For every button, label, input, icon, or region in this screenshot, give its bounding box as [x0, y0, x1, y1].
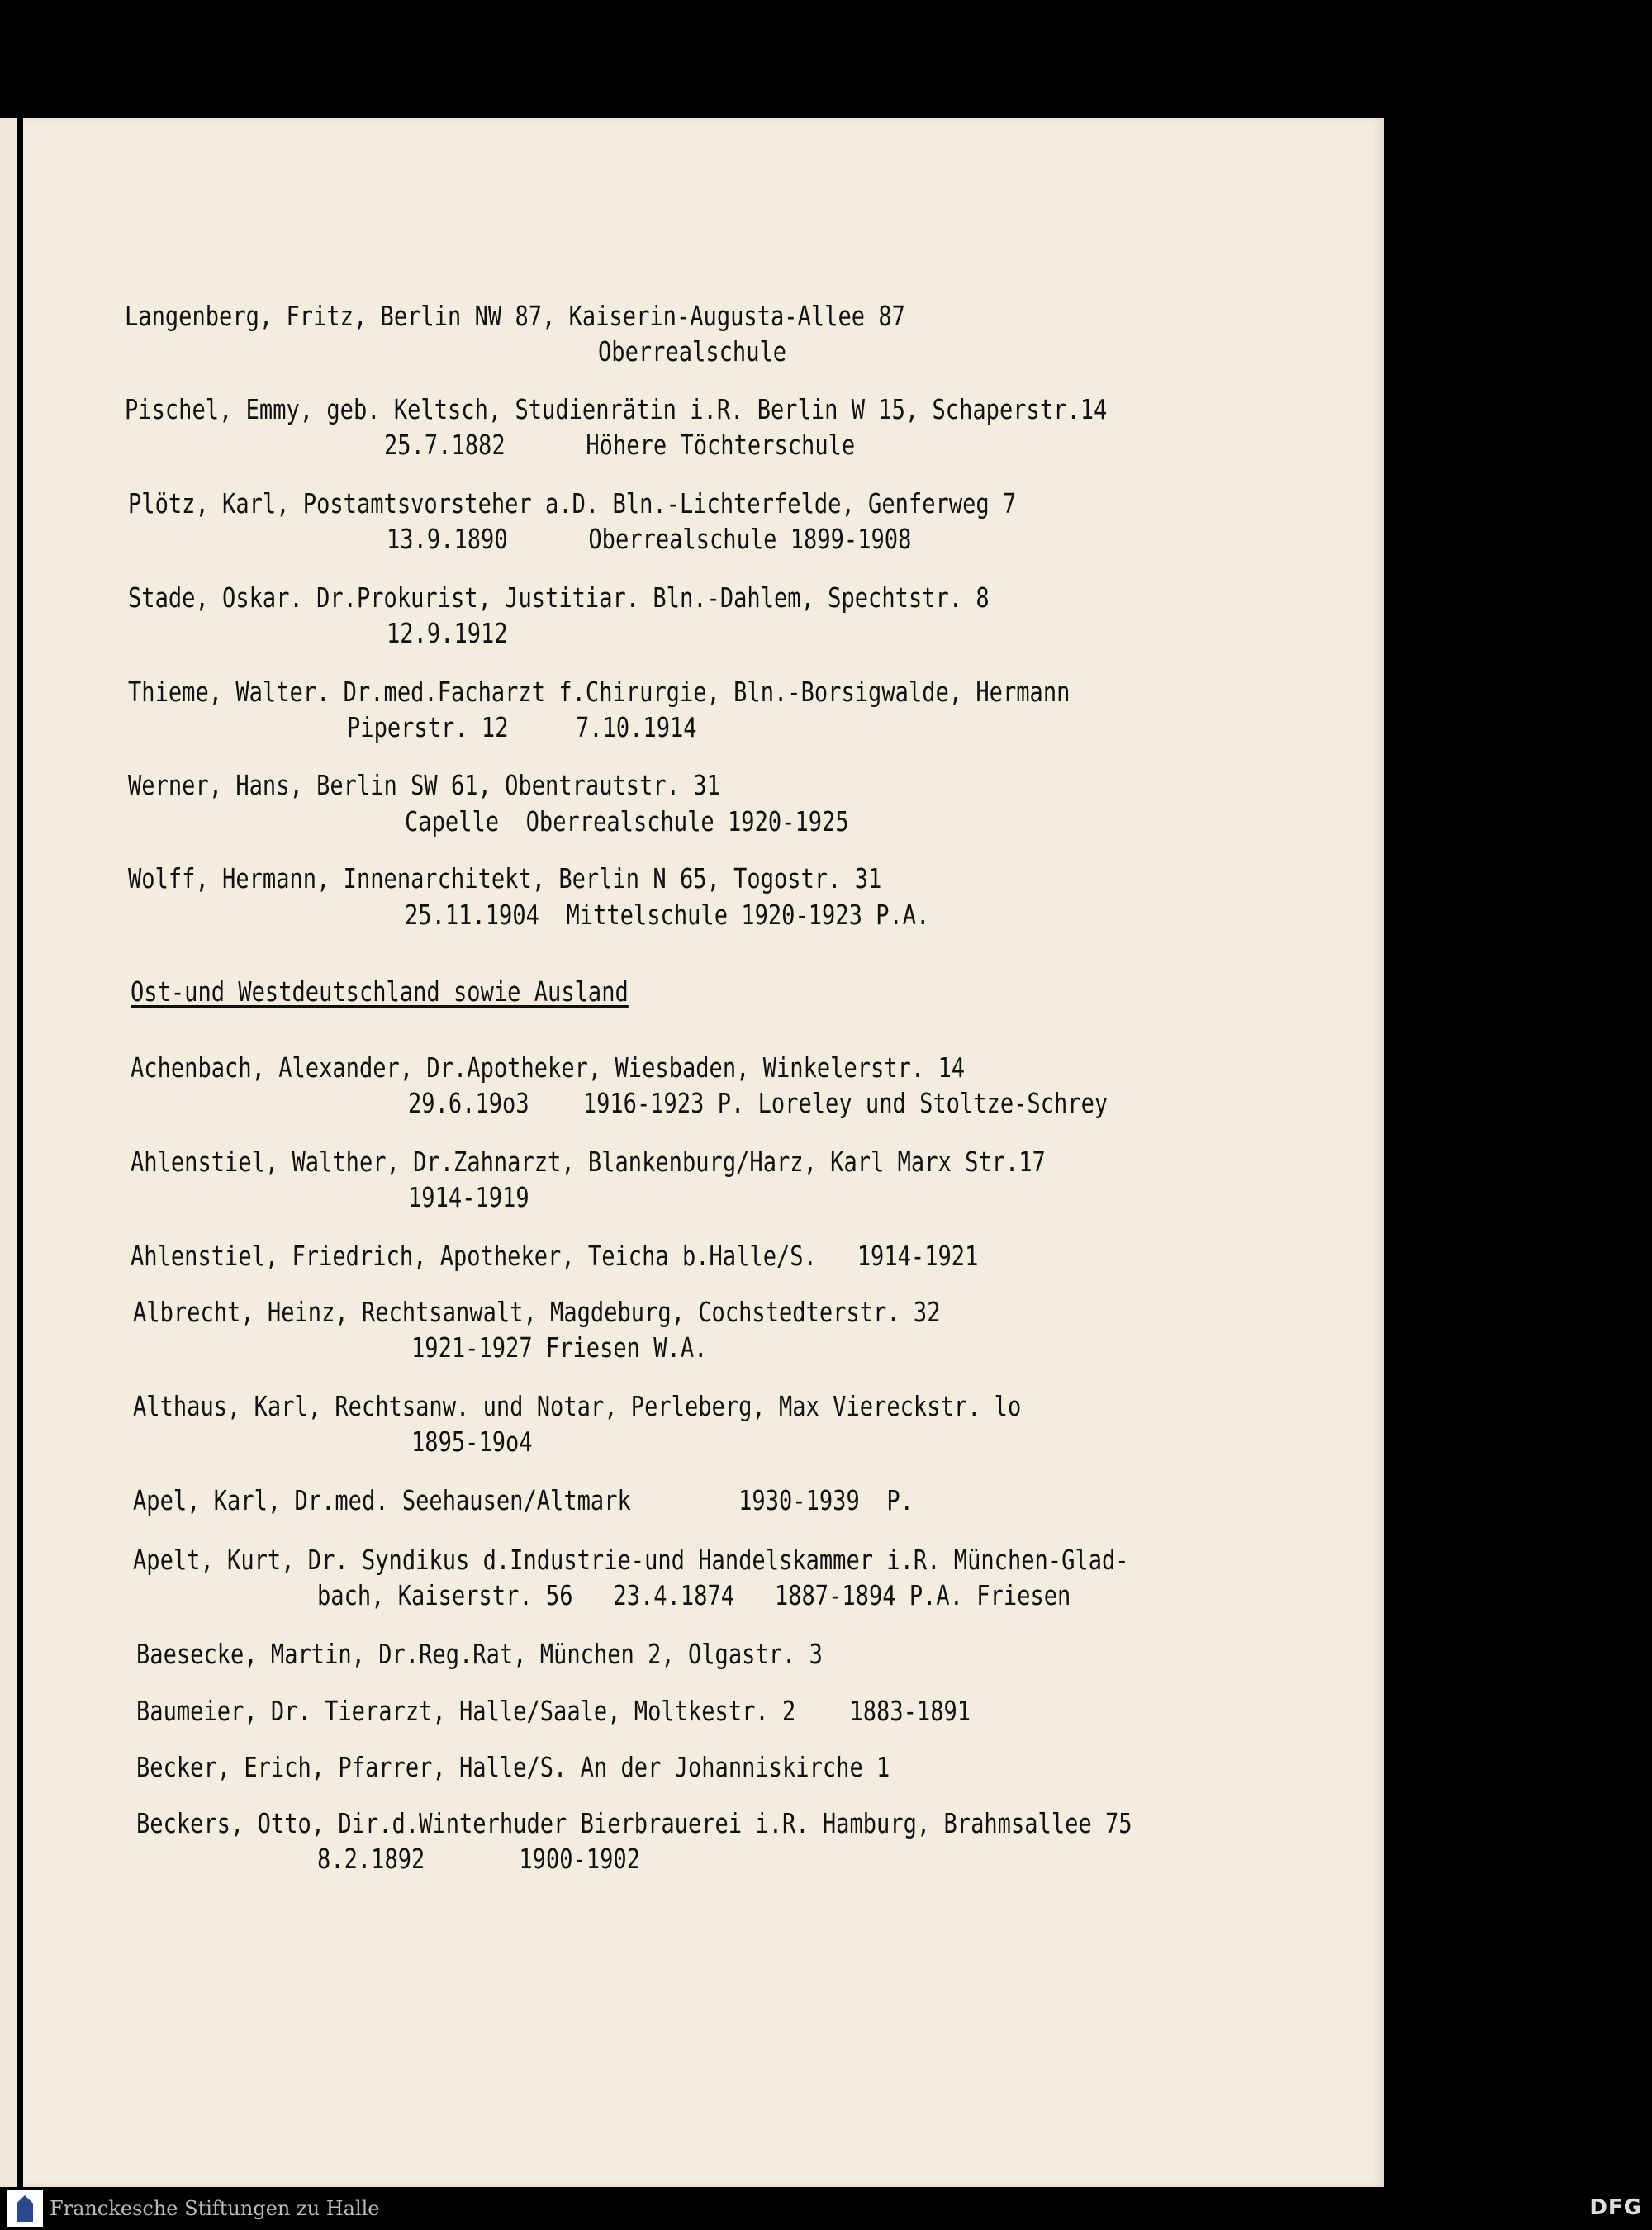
entry-name: Thieme, Walter. Dr.med.Facharzt f.Chirurgie, Bln.-Borsigwalde, Hermann	[128, 676, 1070, 708]
entry-name: Beckers, Otto, Dir.d.Winterhuder Bierbrauerei i.R. Hamburg, Brahmsallee 75	[136, 1807, 1132, 1839]
entry-name: Becker, Erich, Pfarrer, Halle/S. An der Johanniskirche 1	[136, 1751, 890, 1783]
entry-detail: 1914-1919	[408, 1181, 529, 1213]
entry-name: Baesecke, Martin, Dr.Reg.Rat, München 2, Olgastr. 3	[136, 1638, 823, 1670]
entry-name: Albrecht, Heinz, Rechtsanwalt, Magdeburg, Cochstedterstr. 32	[133, 1296, 941, 1328]
entry-detail: 13.9.1890 Oberrealschule 1899-1908	[387, 523, 912, 555]
entry-detail: 25.7.1882 Höhere Töchterschule	[384, 429, 856, 461]
entry-name: Althaus, Karl, Rechtsanw. und Notar, Perleberg, Max Viereckstr. lo	[133, 1390, 1022, 1422]
entry-name: Baumeier, Dr. Tierarzt, Halle/Saale, Moltkestr. 2 1883-1891	[136, 1695, 971, 1727]
entry-name: Werner, Hans, Berlin SW 61, Obentrautstr. 31	[128, 769, 720, 801]
entry-name: Ahlenstiel, Friedrich, Apotheker, Teicha b.Halle/S. 1914-1921	[131, 1240, 979, 1272]
entry-name: Stade, Oskar. Dr.Prokurist, Justitiar. Bln.-Dahlem, Spechtstr. 8	[128, 581, 990, 614]
entry-detail: 1921-1927 Friesen W.A.	[411, 1331, 708, 1364]
institution-logo	[7, 2190, 43, 2227]
entry-name: Wolff, Hermann, Innenarchitekt, Berlin N 65, Togostr. 31	[128, 862, 882, 894]
entry-name: Plötz, Karl, Postamtsvorsteher a.D. Bln.-Lichterfelde, Genferweg 7	[128, 487, 1017, 520]
entry-detail: 1895-19o4	[411, 1426, 533, 1458]
document-page	[23, 118, 1384, 2187]
entry-detail: bach, Kaiserstr. 56 23.4.1874 1887-1894 P.A. Friesen	[317, 1579, 1071, 1611]
entry-name: Langenberg, Fritz, Berlin NW 87, Kaiserin-Augusta-Allee 87	[125, 300, 905, 332]
entry-name: Apelt, Kurt, Dr. Syndikus d.Industrie-und Handelskammer i.R. München-Glad-	[133, 1544, 1129, 1576]
section-heading: Ost-und Westdeutschland sowie Ausland	[131, 975, 629, 1008]
entry-name: Achenbach, Alexander, Dr.Apotheker, Wiesbaden, Winkelerstr. 14	[131, 1051, 966, 1084]
entry-detail: 25.11.1904 Mittelschule 1920-1923 P.A.	[405, 899, 930, 931]
entry-detail: 29.6.19o3 1916-1923 P. Loreley und Stoltze-Schrey	[408, 1087, 1108, 1119]
left-page-edge	[0, 118, 17, 2187]
entry-detail: Oberrealschule	[598, 335, 787, 368]
entry-detail: 12.9.1912	[387, 617, 508, 649]
viewer-footer	[0, 2187, 1652, 2230]
dfg-logo: DFG	[1589, 2195, 1642, 2220]
entry-detail: Capelle Oberrealschule 1920-1925	[405, 805, 849, 837]
entry-detail: 8.2.1892 1900-1902	[317, 1843, 640, 1875]
institution-name: Franckesche Stiftungen zu Halle	[50, 2197, 380, 2220]
entry-name: Pischel, Emmy, geb. Keltsch, Studienrätin i.R. Berlin W 15, Schaperstr.14	[125, 393, 1108, 425]
entry-name: Ahlenstiel, Walther, Dr.Zahnarzt, Blankenburg/Harz, Karl Marx Str.17	[131, 1146, 1046, 1178]
entry-name: Apel, Karl, Dr.med. Seehausen/Altmark 1930-1939 P.	[133, 1484, 914, 1516]
entry-detail: Piperstr. 12 7.10.1914	[347, 711, 697, 743]
